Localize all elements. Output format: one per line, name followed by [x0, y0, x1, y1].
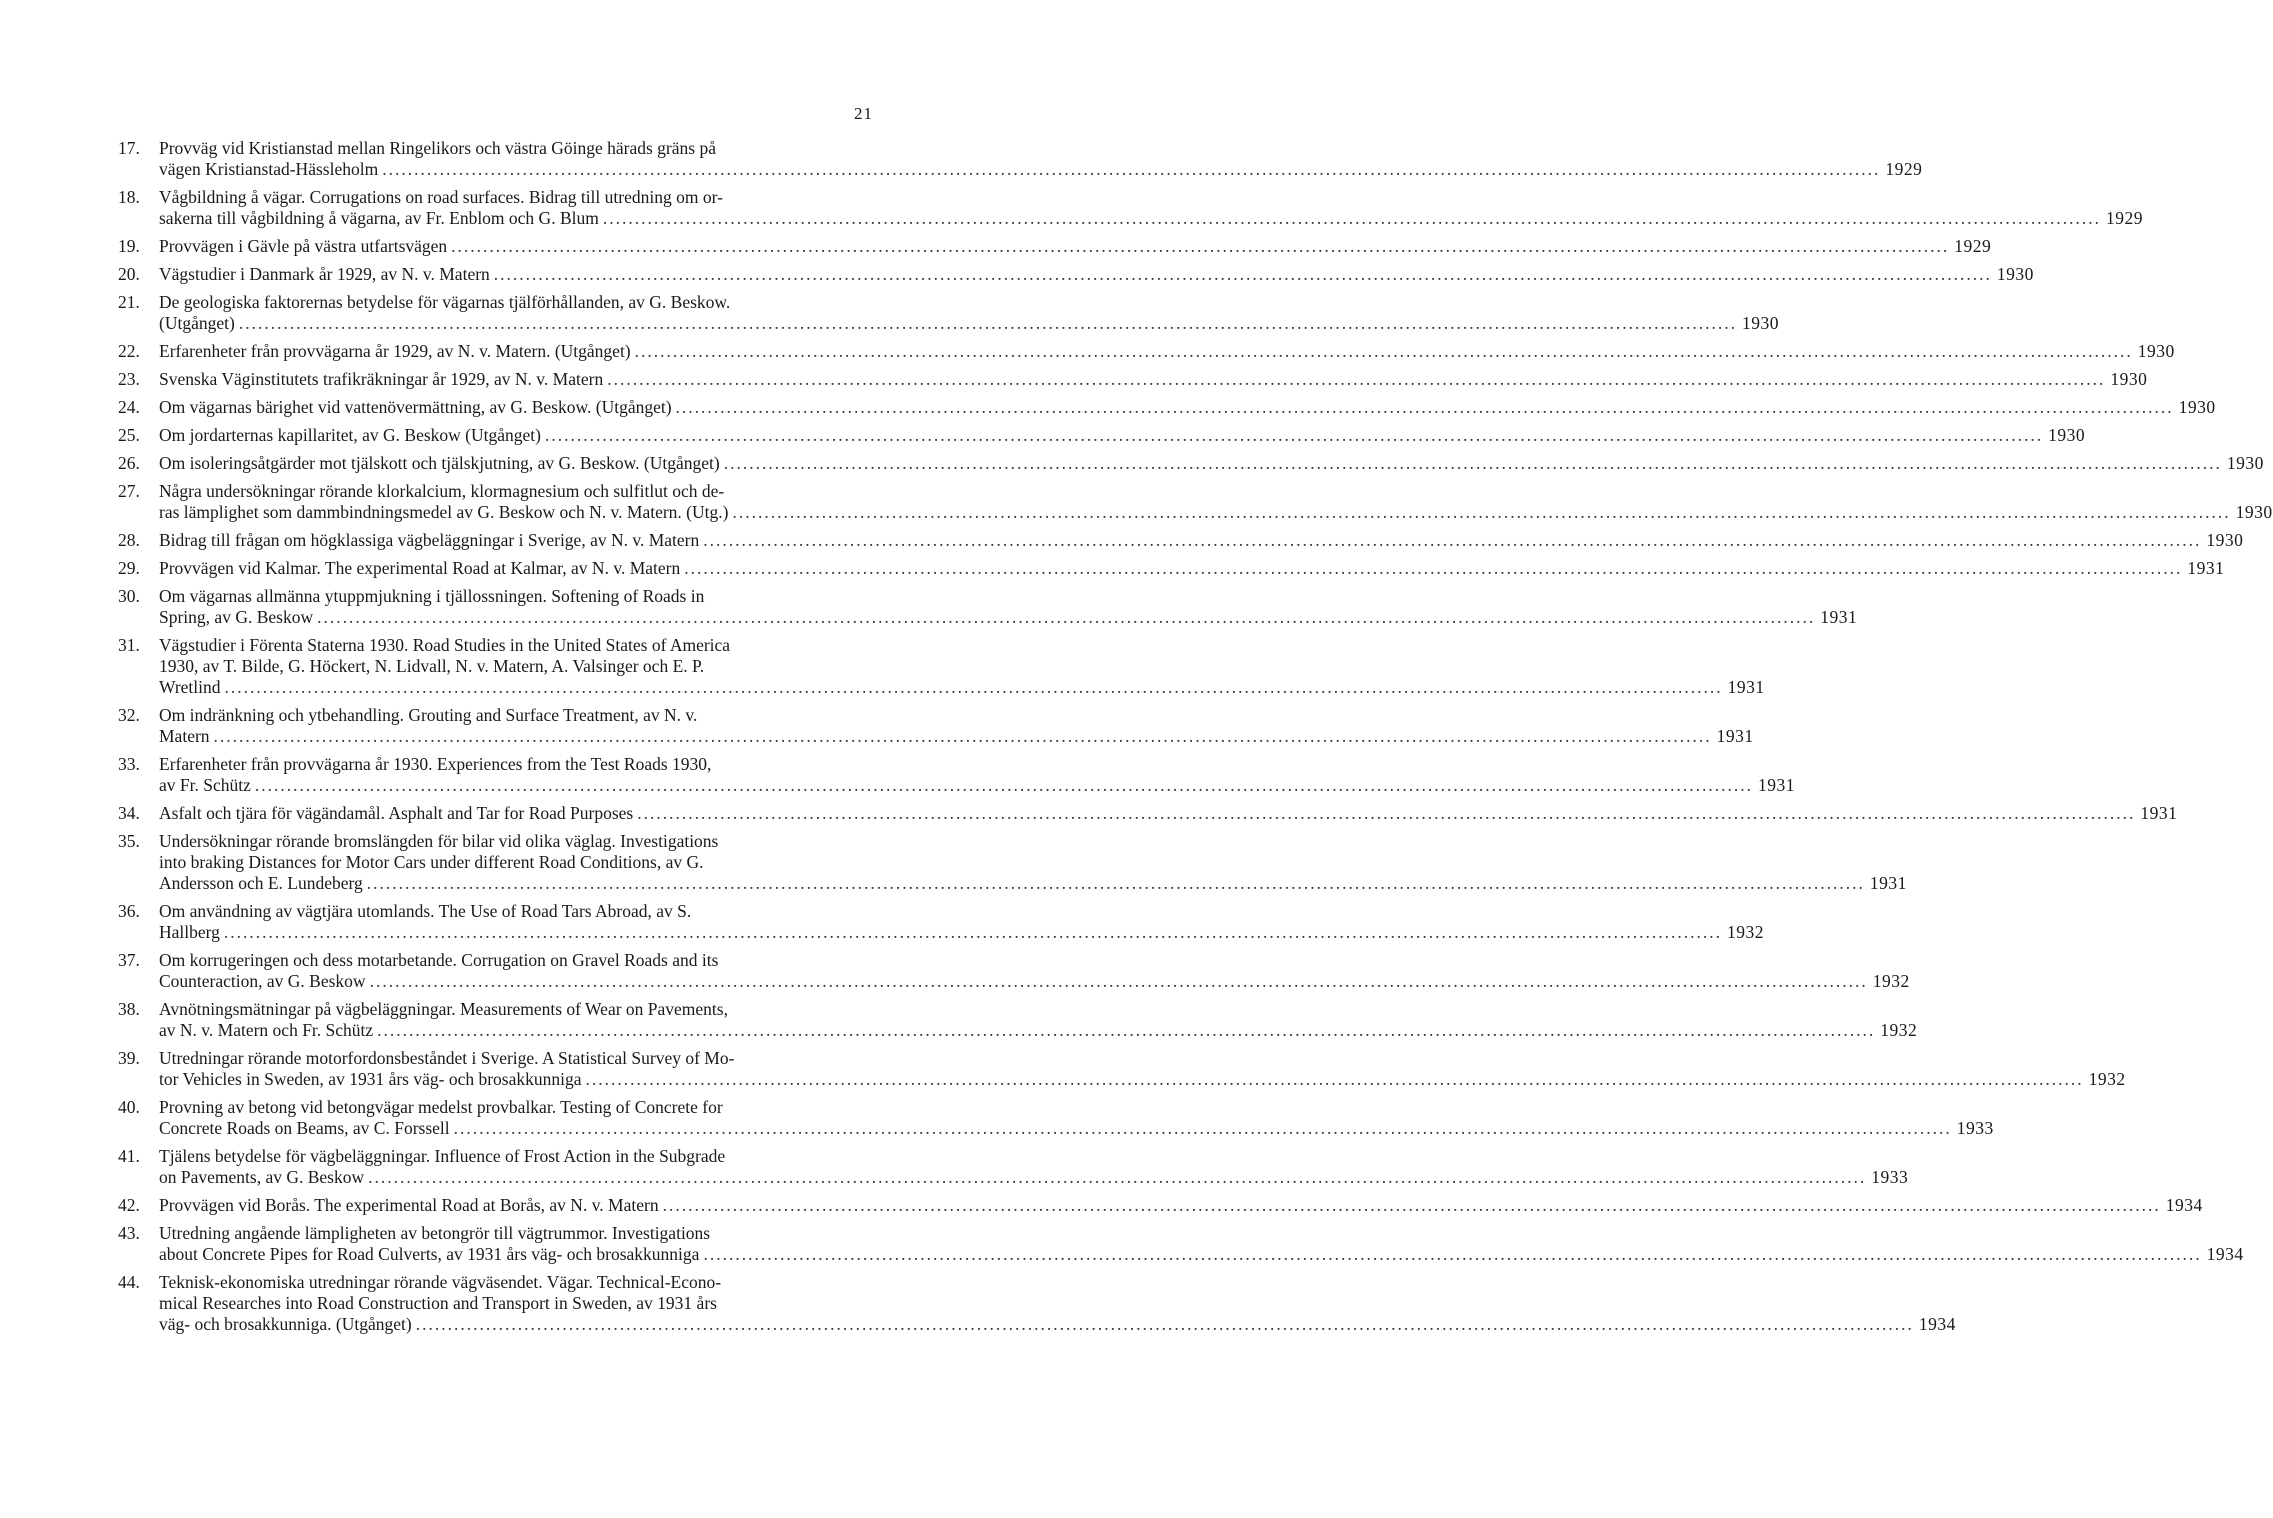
publication-entry — [118, 1223, 2244, 1265]
entry-body — [159, 1048, 2126, 1090]
entry-number: 36. — [118, 901, 140, 921]
entry-body — [159, 705, 1754, 747]
entry-year: 1931 — [2140, 803, 2178, 823]
entry-title-line: De geologiska faktorernas betydelse för vägarnas tjälförhållanden, av G. Beskow. — [159, 292, 731, 312]
entry-title-end: Om vägarnas bärighet vid vattenövermättning, av G. Beskow. (Utgånget) — [159, 397, 672, 417]
entry-body — [159, 397, 2216, 418]
entry-year: 1931 — [1758, 775, 1795, 795]
leader-dots — [239, 313, 1737, 334]
entry-number: 22. — [118, 341, 140, 361]
publication-entry — [118, 586, 1858, 628]
entry-last-line — [159, 369, 2147, 390]
publication-entry — [118, 369, 2148, 390]
entry-year: 1933 — [1871, 1167, 1909, 1187]
entry-body — [159, 453, 2264, 474]
entry-body — [159, 1097, 1994, 1139]
entry-number: 33. — [118, 754, 140, 774]
entry-year: 1931 — [1820, 607, 1858, 627]
entry-body — [159, 292, 1779, 334]
publication-entry — [118, 236, 1992, 257]
entry-last-line — [159, 1167, 1908, 1188]
entry-body — [159, 831, 1907, 894]
entry-year: 1932 — [1727, 922, 1765, 942]
entry-title-end: Erfarenheter från provvägarna år 1929, av N. v. Matern. (Utgånget) — [159, 341, 631, 361]
entry-title-line: Provväg vid Kristianstad mellan Ringelikors och västra Göinge härads gräns på — [159, 138, 716, 158]
leader-dots — [370, 971, 1868, 992]
leader-dots — [684, 558, 2182, 579]
entry-last-line — [159, 558, 2224, 579]
entry-last-line — [159, 1020, 1917, 1041]
leader-dots — [367, 873, 1865, 894]
entry-number: 40. — [118, 1097, 140, 1117]
entry-title-end: Om isoleringsåtgärder mot tjälskott och tjälskjutning, av G. Beskow. (Utgånget) — [159, 453, 720, 473]
publication-entry — [118, 341, 2175, 362]
entry-number: 43. — [118, 1223, 140, 1243]
entry-body — [159, 754, 1795, 796]
entry-year: 1930 — [2137, 341, 2175, 361]
entry-title-line: Vågbildning å vägar. Corrugations on road surfaces. Bidrag till utredning om or- — [159, 187, 723, 207]
entry-number: 38. — [118, 999, 140, 1019]
leader-dots — [494, 264, 1992, 285]
entry-title-line: Om användning av vägtjära utomlands. The Use of Road Tars Abroad, av S. — [159, 901, 692, 921]
entry-body — [159, 341, 2175, 362]
entry-year: 1933 — [1956, 1118, 1994, 1138]
entry-last-line — [159, 208, 2143, 229]
entry-last-line — [159, 726, 1754, 747]
entry-title-end: tor Vehicles in Sweden, av 1931 års väg- och brosakkunniga — [159, 1069, 582, 1089]
entry-number: 42. — [118, 1195, 140, 1215]
entry-year: 1929 — [1954, 236, 1992, 256]
publication-entry — [118, 1146, 1909, 1188]
entry-body — [159, 999, 1917, 1041]
entry-title-line: Om korrugeringen och dess motarbetande. Corrugation on Gravel Roads and its — [159, 950, 719, 970]
leader-dots — [382, 159, 1880, 180]
entry-year: 1931 — [2187, 558, 2225, 578]
entry-title-line: Utredningar rörande motorfordonsbeståndet i Sverige. A Statistical Survey of Mo- — [159, 1048, 735, 1068]
entry-year: 1930 — [2178, 397, 2216, 417]
publication-entry — [118, 138, 1923, 180]
entry-last-line — [159, 236, 1991, 257]
entry-title-end: Wretlind — [159, 677, 221, 697]
entry-body — [159, 530, 2243, 551]
entry-title-end: Om jordarternas kapillaritet, av G. Beskow (Utgånget) — [159, 425, 541, 445]
publication-entry — [118, 1272, 1956, 1335]
publication-entry — [118, 1097, 1994, 1139]
entry-title-end: sakerna till vågbildning å vägarna, av Fr. Enblom och G. Blum — [159, 208, 599, 228]
entry-last-line — [159, 677, 1765, 698]
entry-title-line: Vägstudier i Förenta Staterna 1930. Road Studies in the United States of America — [159, 635, 731, 655]
publication-entry — [118, 453, 2264, 474]
entry-title-line: Avnötningsmätningar på vägbeläggningar. Measurements of Wear on Pavements, — [159, 999, 728, 1019]
entry-number: 37. — [118, 950, 140, 970]
entry-number: 23. — [118, 369, 140, 389]
entry-last-line — [159, 971, 1910, 992]
leader-dots — [368, 1167, 1866, 1188]
entry-title-end: Hallberg — [159, 922, 220, 942]
leader-dots — [676, 397, 2174, 418]
entry-body — [159, 803, 2177, 824]
entry-title-line: Tjälens betydelse för vägbeläggningar. Influence of Frost Action in the Subgrade — [159, 1146, 726, 1166]
entry-last-line — [159, 1118, 1994, 1139]
entry-number: 30. — [118, 586, 140, 606]
entry-last-line — [159, 1195, 2203, 1216]
entry-body — [159, 558, 2224, 579]
entry-body — [159, 586, 1857, 628]
entry-title-line: mical Researches into Road Construction and Transport in Sweden, av 1931 års — [159, 1293, 717, 1313]
entry-year: 1930 — [1741, 313, 1779, 333]
entry-year: 1929 — [2105, 208, 2143, 228]
leader-dots — [416, 1314, 1914, 1335]
entry-number: 17. — [118, 138, 140, 158]
entry-body — [159, 1146, 1908, 1188]
entry-year: 1932 — [1872, 971, 1910, 991]
entry-body — [159, 1195, 2203, 1216]
entry-title-end: Matern — [159, 726, 210, 746]
leader-dots — [377, 1020, 1875, 1041]
publication-entry — [118, 635, 1765, 698]
entry-title-line: 1930, av T. Bilde, G. Höckert, N. Lidvall, N. v. Matern, A. Valsinger och E. P. — [159, 656, 705, 676]
leader-dots — [703, 530, 2201, 551]
entry-number: 34. — [118, 803, 140, 823]
publication-entry — [118, 950, 1910, 992]
entry-last-line — [159, 341, 2175, 362]
entry-number: 20. — [118, 264, 140, 284]
publication-list — [118, 138, 2273, 1342]
entry-body — [159, 1272, 1956, 1335]
publication-entry — [118, 481, 2273, 523]
entry-title-end: väg- och brosakkunniga. (Utgånget) — [159, 1314, 412, 1334]
publication-entry — [118, 397, 2216, 418]
entry-title-end: ras lämplighet som dammbindningsmedel av G. Beskow och N. v. Matern. (Utg.) — [159, 502, 729, 522]
entry-number: 21. — [118, 292, 140, 312]
entry-year: 1931 — [1727, 677, 1765, 697]
leader-dots — [255, 775, 1753, 796]
leader-dots — [225, 677, 1723, 698]
entry-last-line — [159, 453, 2264, 474]
entry-title-end: av N. v. Matern och Fr. Schütz — [159, 1020, 374, 1040]
entry-number: 35. — [118, 831, 140, 851]
entry-title-end: Svenska Väginstitutets trafikräkningar år 1929, av N. v. Matern — [159, 369, 604, 389]
entry-last-line — [159, 775, 1795, 796]
publication-entry — [118, 831, 1907, 894]
entry-title-line: into braking Distances for Motor Cars under different Road Conditions, av G. — [159, 852, 704, 872]
entry-year: 1930 — [2110, 369, 2148, 389]
leader-dots — [545, 425, 2043, 446]
entry-title-end: Andersson och E. Lundeberg — [159, 873, 363, 893]
entry-body — [159, 481, 2273, 523]
leader-dots — [607, 369, 2105, 390]
entry-last-line — [159, 1069, 2126, 1090]
page-number: 21 — [854, 104, 873, 123]
leader-dots — [451, 236, 1949, 257]
entry-title-line: Provning av betong vid betongvägar medelst provbalkar. Testing of Concrete for — [159, 1097, 723, 1117]
entry-number: 27. — [118, 481, 140, 501]
entry-title-end: (Utgånget) — [159, 313, 235, 333]
entry-title-end: on Pavements, av G. Beskow — [159, 1167, 365, 1187]
entry-body — [159, 1223, 2244, 1265]
entry-year: 1930 — [2048, 425, 2086, 445]
publication-entry — [118, 292, 1779, 334]
leader-dots — [663, 1195, 2161, 1216]
leader-dots — [214, 726, 1712, 747]
leader-dots — [224, 922, 1722, 943]
leader-dots — [317, 607, 1815, 628]
entry-title-line: Några undersökningar rörande klorkalcium, klormagnesium och sulfitlut och de- — [159, 481, 725, 501]
entry-year: 1934 — [2206, 1244, 2244, 1264]
leader-dots — [732, 502, 2230, 523]
entry-title-end: Bidrag till frågan om högklassiga vägbeläggningar i Sverige, av N. v. Matern — [159, 530, 700, 550]
publication-entry — [118, 558, 2225, 579]
entry-year: 1932 — [1880, 1020, 1918, 1040]
entry-year: 1929 — [1885, 159, 1923, 179]
entry-body — [159, 264, 2034, 285]
entry-last-line — [159, 803, 2177, 824]
entry-year: 1930 — [2235, 502, 2273, 522]
entry-body — [159, 635, 1765, 698]
entry-number: 24. — [118, 397, 140, 417]
entry-year: 1930 — [1996, 264, 2034, 284]
publication-entry — [118, 264, 2034, 285]
entry-title-end: av Fr. Schütz — [159, 775, 251, 795]
entry-title-end: Provvägen vid Kalmar. The experimental Road at Kalmar, av N. v. Matern — [159, 558, 681, 578]
entry-title-end: Provvägen i Gävle på västra utfartsvägen — [159, 236, 448, 256]
entry-last-line — [159, 873, 1907, 894]
entry-last-line — [159, 1244, 2244, 1265]
publication-entry — [118, 705, 1754, 747]
entry-year: 1931 — [1716, 726, 1754, 746]
entry-title-line: Om vägarnas allmänna ytuppmjukning i tjällossningen. Softening of Roads in — [159, 586, 705, 606]
entry-body — [159, 901, 1764, 943]
entry-title-line: Utredning angående lämpligheten av betongrör till vägtrummor. Investigations — [159, 1223, 711, 1243]
entry-number: 41. — [118, 1146, 140, 1166]
entry-last-line — [159, 159, 1922, 180]
entry-number: 28. — [118, 530, 140, 550]
leader-dots — [724, 453, 2222, 474]
publication-entry — [118, 1048, 2126, 1090]
entry-number: 32. — [118, 705, 140, 725]
leader-dots — [637, 803, 2135, 824]
entry-body — [159, 950, 1910, 992]
entry-title-end: Spring, av G. Beskow — [159, 607, 314, 627]
publication-entry — [118, 425, 2086, 446]
entry-last-line — [159, 922, 1764, 943]
entry-number: 39. — [118, 1048, 140, 1068]
entry-last-line — [159, 1314, 1956, 1335]
entry-title-line: Undersökningar rörande bromslängden för bilar vid olika väglag. Investigations — [159, 831, 719, 851]
entry-title-end: about Concrete Pipes for Road Culverts, av 1931 års väg- och brosakkunniga — [159, 1244, 700, 1264]
publication-entry — [118, 530, 2244, 551]
entry-last-line — [159, 313, 1779, 334]
entry-year: 1934 — [1918, 1314, 1956, 1334]
publication-entry — [118, 803, 2178, 824]
entry-title-end: Provvägen vid Borås. The experimental Road at Borås, av N. v. Matern — [159, 1195, 659, 1215]
entry-title-end: Vägstudier i Danmark år 1929, av N. v. Matern — [159, 264, 490, 284]
entry-title-line: Teknisk-ekonomiska utredningar rörande vägväsendet. Vägar. Technical-Econo- — [159, 1272, 722, 1292]
entry-number: 31. — [118, 635, 140, 655]
entry-body — [159, 187, 2143, 229]
entry-body — [159, 425, 2085, 446]
entry-year: 1930 — [2226, 453, 2264, 473]
entry-year: 1930 — [2206, 530, 2244, 550]
entry-last-line — [159, 425, 2085, 446]
leader-dots — [454, 1118, 1952, 1139]
entry-year: 1931 — [1869, 873, 1907, 893]
entry-last-line — [159, 607, 1857, 628]
entry-last-line — [159, 530, 2243, 551]
entry-title-line: Erfarenheter från provvägarna år 1930. Experiences from the Test Roads 1930, — [159, 754, 712, 774]
entry-number: 19. — [118, 236, 140, 256]
entry-number: 18. — [118, 187, 140, 207]
publication-entry — [118, 901, 1765, 943]
entry-year: 1934 — [2165, 1195, 2203, 1215]
leader-dots — [586, 1069, 2084, 1090]
entry-last-line — [159, 502, 2273, 523]
publication-entry — [118, 1195, 2203, 1216]
entry-title-line: Om indränkning och ytbehandling. Grouting and Surface Treatment, av N. v. — [159, 705, 698, 725]
entry-body — [159, 138, 1922, 180]
publication-entry — [118, 999, 1918, 1041]
entry-number: 29. — [118, 558, 140, 578]
publication-entry — [118, 754, 1795, 796]
entry-year: 1932 — [2088, 1069, 2126, 1089]
entry-number: 26. — [118, 453, 140, 473]
entry-title-end: Concrete Roads on Beams, av C. Forssell — [159, 1118, 450, 1138]
entry-number: 44. — [118, 1272, 140, 1292]
entry-title-end: Asfalt och tjära för vägändamål. Asphalt and Tar for Road Purposes — [159, 803, 634, 823]
entry-title-end: Counteraction, av G. Beskow — [159, 971, 366, 991]
entry-number: 25. — [118, 425, 140, 445]
entry-last-line — [159, 264, 2034, 285]
entry-body — [159, 369, 2147, 390]
publication-entry — [118, 187, 2143, 229]
entry-last-line — [159, 397, 2216, 418]
entry-title-end: vägen Kristianstad-Hässleholm — [159, 159, 379, 179]
leader-dots — [635, 341, 2133, 362]
entry-body — [159, 236, 1991, 257]
leader-dots — [603, 208, 2101, 229]
leader-dots — [703, 1244, 2201, 1265]
